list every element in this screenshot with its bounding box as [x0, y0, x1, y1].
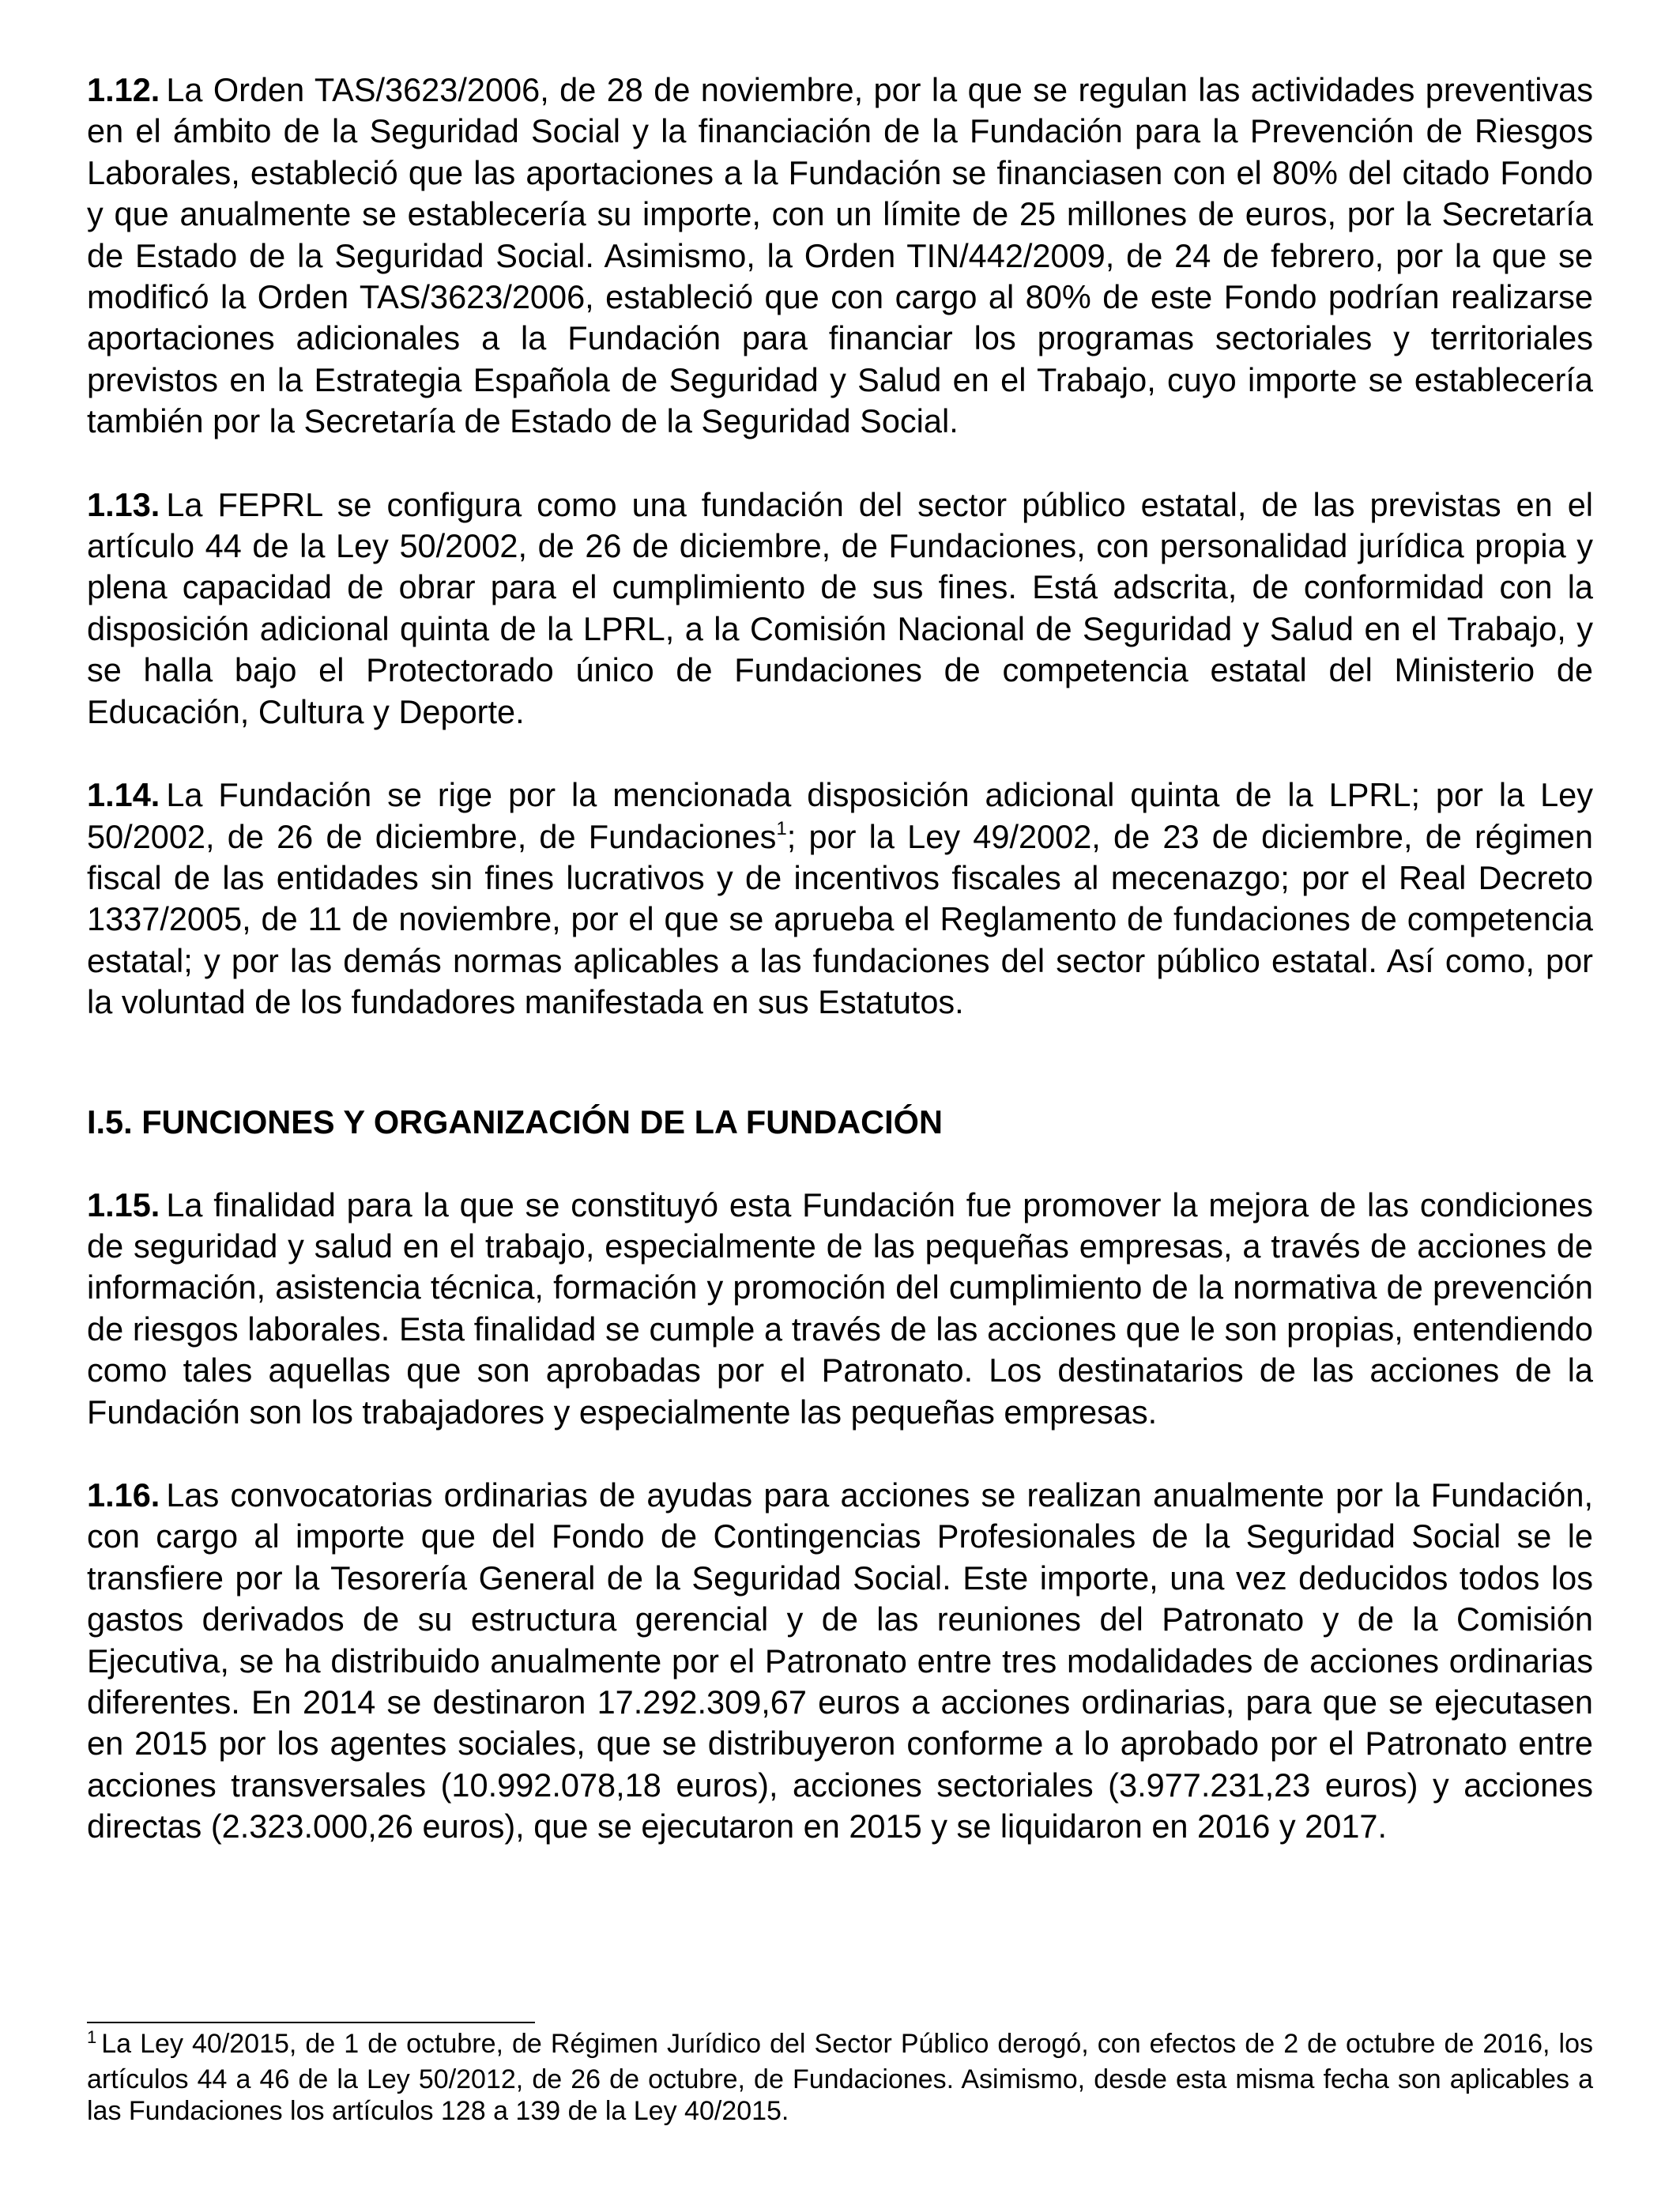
paragraph-text: La Orden TAS/3623/2006, de 28 de noviembre, por la que se regulan las actividades preventivas en el ámbito de la Seguridad Social y la financiación de la Fundación para la Prevención de Riesgos Laborales, estableció que las aportaciones a la Fundación se financiasen con el 80% del citado Fondo y que anualmente se establecería su importe, con un límite de 25 millones de euros, por la Secretaría de Estado de la Seguridad Social. Asimismo, la Orden TIN/442/2009, de 24 de febrero, por la que se modificó la Orden TAS/3623/2006, estableció que con cargo al 80% de este Fondo podrían realizarse aportaciones adicionales a la Fundación para financiar los programas sectoriales y territoriales previstos en la Estrategia Española de Seguridad y Salud en el Trabajo, cuyo importe se establecería también por la Secretaría de Estado de la Seguridad Social.	[87, 71, 1593, 440]
footnote	[87, 2028, 1593, 2128]
footnote-reference[interactable]: 1	[776, 817, 787, 839]
paragraph-number: 1.15.	[87, 1186, 160, 1223]
paragraph-number: 1.14.	[87, 776, 160, 814]
paragraph-1-12	[87, 70, 1593, 443]
paragraph-text: La finalidad para la que se constituyó esta Fundación fue promover la mejora de las condiciones de seguridad y salud en el trabajo, especialmente de las pequeñas empresas, a través de acciones de información, asistencia técnica, formación y promoción del cumplimiento de la normativa de prevención de riesgos laborales. Esta finalidad se cumple a través de las acciones que le son propias, entendiendo como tales aquellas que son aprobadas por el Patronato. Los destinatarios de las acciones de la Fundación son los trabajadores y especialmente las pequeñas empresas.	[87, 1186, 1593, 1431]
paragraph-number: 1.16.	[87, 1476, 160, 1514]
paragraph-1-15	[87, 1185, 1593, 1433]
paragraph-text-before-note: La Fundación se rige por la mencionada disposición adicional quinta de la LPRL; por la Ley 50/2002, de 26 de diciembre, de Fundaciones	[87, 776, 1593, 855]
footnote-text: La Ley 40/2015, de 1 de octubre, de Régimen Jurídico del Sector Público derogó, con efectos de 2 de octubre de 2016, los artículos 44 a 46 de la Ley 50/2012, de 26 de octubre, de Fundaciones. Asimismo, desde esta misma fecha son aplicables a las Fundaciones los artículos 128 a 139 de la Ley 40/2015.	[87, 2029, 1593, 2126]
paragraph-1-16	[87, 1475, 1593, 1848]
paragraph-number: 1.13.	[87, 485, 160, 523]
footnote-separator	[87, 2022, 535, 2023]
paragraph-text-after-note: ; por la Ley 49/2002, de 23 de diciembre, de régimen fiscal de las entidades sin fines lucrativos y de incentivos fiscales al mecenazgo; por el Real Decreto 1337/2005, de 11 de noviembre, por el que se aprueba el Reglamento de fundaciones de competencia estatal; y por las demás normas aplicables a las fundaciones del sector público estatal. Así como, por la voluntad de los fundadores manifestada en sus Estatutos.	[87, 817, 1593, 1021]
paragraph-number: 1.12.	[87, 71, 160, 108]
paragraph-text: Las convocatorias ordinarias de ayudas para acciones se realizan anualmente por la Fundación, con cargo al importe que del Fondo de Contingencias Profesionales de la Seguridad Social se le transfiere por la Tesorería General de la Seguridad Social. Este importe, una vez deducidos todos los gastos derivados de su estructura gerencial y de las reuniones del Patronato y de la Comisión Ejecutiva, se ha distribuido anualmente por el Patronato entre tres modalidades de acciones ordinarias diferentes. En 2014 se destinaron 17.292.309,67 euros a acciones ordinarias, para que se ejecutasen en 2015 por los agentes sociales, que se distribuyeron conforme a lo aprobado por el Patronato entre acciones transversales (10.992.078,18 euros), acciones sectoriales (3.977.231,23 euros) y acciones directas (2.323.000,26 euros), que se ejecutaron en 2015 y se liquidaron en 2016 y 2017.	[87, 1476, 1593, 1845]
paragraph-1-14	[87, 775, 1593, 1023]
document-page	[87, 70, 1593, 1890]
paragraph-1-13	[87, 484, 1593, 733]
section-heading: I.5. FUNCIONES Y ORGANIZACIÓN DE LA FUNDACIÓN	[87, 1103, 943, 1140]
paragraph-text: La FEPRL se configura como una fundación del sector público estatal, de las previstas en el artículo 44 de la Ley 50/2002, de 26 de diciembre, de Fundaciones, con personalidad jurídica propia y plena capacidad de obrar para el cumplimiento de sus fines. Está adscrita, de conformidad con la disposición adicional quinta de la LPRL, a la Comisión Nacional de Seguridad y Salud en el Trabajo, y se halla bajo el Protectorado único de Fundaciones de competencia estatal del Ministerio de Educación, Cultura y Deporte.	[87, 485, 1593, 730]
footnote-mark: 1	[87, 2027, 97, 2047]
